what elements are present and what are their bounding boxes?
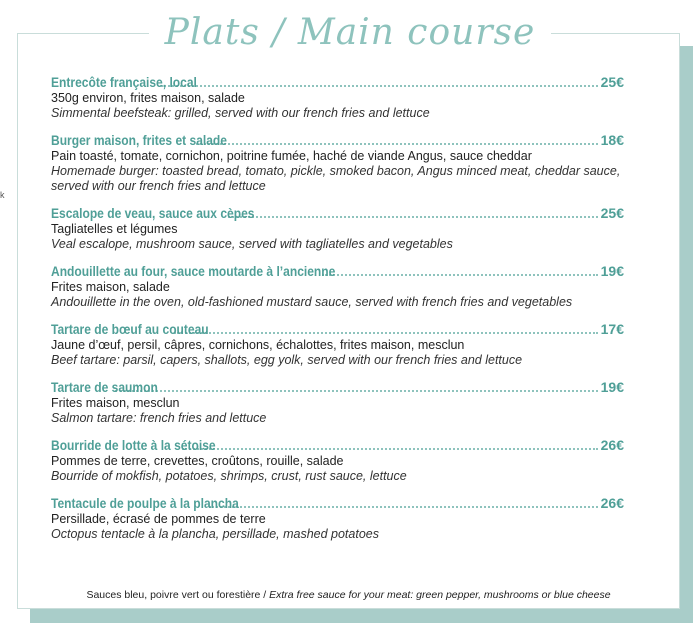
item-description-en: Octopus tentacle à la plancha, persillade, mashed potatoes [51,527,379,541]
item-description-fr: Pommes de terre, crevettes, croûtons, rouille, salade [51,454,344,468]
item-description-en: Salmon tartare: french fries and lettuce [51,411,267,425]
menu-item [51,132,624,194]
item-price: 26€ [600,437,624,453]
dot-leader [115,390,597,392]
item-description-fr: Tagliatelles et légumes [51,222,178,236]
item-description-en: Bourride of mokfish, potatoes, shrimps, crust, rust sauce, lettuce [51,469,407,483]
item-header [51,495,624,512]
item-name: Tartare de bœuf au couteau [51,321,209,337]
item-price: 25€ [600,74,624,90]
item-name: Burger maison, frites et salade [51,132,227,148]
item-description-fr: Frites maison, salade [51,280,170,294]
item-description-fr: Pain toasté, tomate, cornichon, poitrine fumée, haché de viande Angus, sauce cheddar [51,149,532,163]
item-name: Bourride de lotte à la sétoise [51,437,216,453]
menu-title: Plats / Main course [149,12,552,53]
item-description-en: Beef tartare: parsil, capers, shallots, egg yolk, served with our french fries and lettuce [51,353,523,367]
item-price: 18€ [600,132,624,148]
menu-item [51,495,624,542]
item-description-fr: Persillade, écrasé de pommes de terre [51,512,266,526]
dot-leader [209,506,597,508]
sauce-note [17,589,680,601]
edge-mark: k [0,190,5,200]
item-price: 26€ [600,495,624,511]
item-header [51,132,624,149]
menu-item [51,74,624,121]
menu-item [51,263,624,310]
item-header [51,74,624,91]
dot-leader [196,143,598,145]
item-description-fr: Frites maison, mesclun [51,396,180,410]
item-header [51,437,624,454]
item-name: Andouillette au four, sauce moutarde à l’ancienne [51,263,336,279]
item-name: Tartare de saumon [51,379,158,395]
dot-leader [182,448,597,450]
item-description-en: Simmental beefsteak: grilled, served with our french fries and lettuce [51,106,430,120]
sauce-note-fr: Sauces bleu, poivre vert ou forestière / [86,589,270,601]
item-header [51,379,624,396]
menu-item [51,205,624,252]
dot-leader [228,216,598,218]
dot-leader [174,332,597,334]
item-description-fr: 350g environ, frites maison, salade [51,91,245,105]
item-description-en: Veal escalope, mushroom sauce, served with tagliatelles and vegetables [51,237,453,251]
item-header [51,321,624,338]
item-price: 19€ [600,379,624,395]
item-name: Tentacule de poulpe à la plancha [51,495,239,511]
item-name: Entrecôte française, local [51,74,197,90]
menu-item [51,379,624,426]
item-description-en: Homemade burger: toasted bread, tomato, pickle, smoked bacon, Angus minced meat, cheddar sauce, served with our french fries and lettuce [51,164,621,193]
dot-leader [322,274,598,276]
menu-item [51,321,624,368]
item-price: 17€ [600,321,624,337]
item-price: 25€ [600,205,624,221]
menu-item [51,437,624,484]
dot-leader [161,85,598,87]
item-header [51,263,624,280]
item-name: Escalope de veau, sauce aux cèpes [51,205,255,221]
item-description-fr: Jaune d’œuf, persil, câpres, cornichons, échalottes, frites maison, mesclun [51,338,465,352]
item-description-en: Andouillette in the oven, old-fashioned mustard sauce, served with french fries and vegetables [51,295,573,309]
sauce-note-en: Extra free sauce for your meat: green pepper, mushrooms or blue cheese [269,589,611,601]
item-header [51,205,624,222]
menu-list [51,74,624,553]
item-price: 19€ [600,263,624,279]
